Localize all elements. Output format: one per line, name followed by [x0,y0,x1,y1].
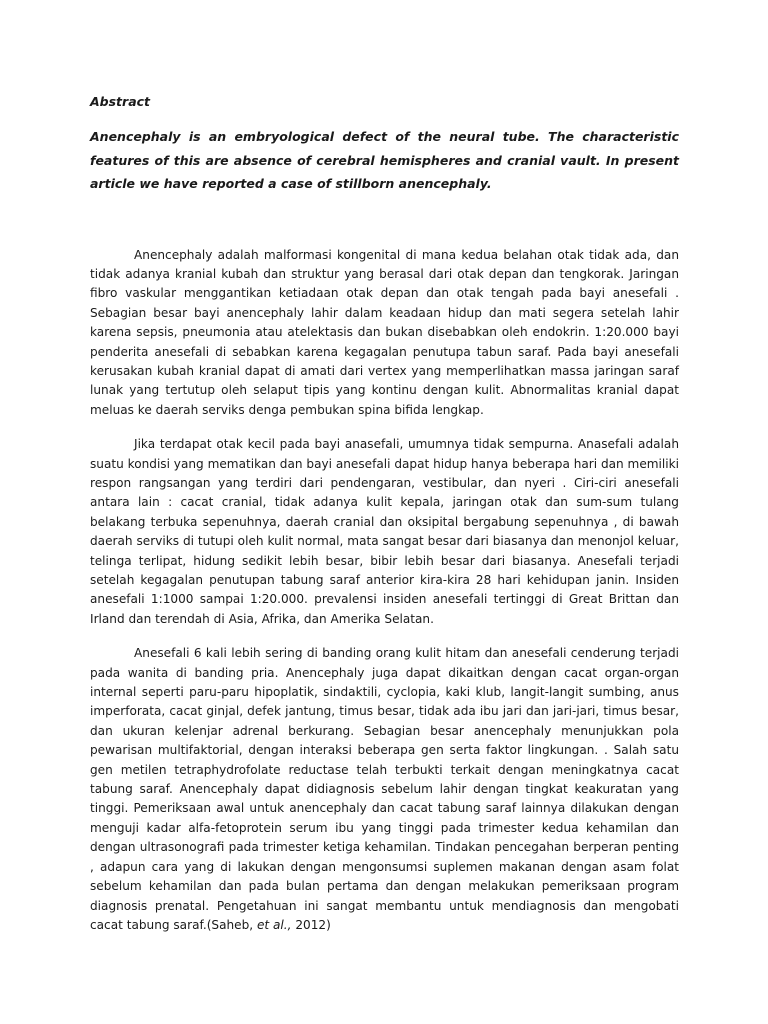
abstract-text: Anencephaly is an embryological defect of the neural tube. The characteristic features of this are absence of cerebral hemispheres and cranial vault. In present article we have reported a case of stillborn anencephaly. [90,129,679,191]
citation-close: 2012) [291,917,331,932]
citation-etal: et al., [256,917,292,932]
citation-open: (Saheb, [206,917,257,932]
paragraph-3-text: Anesefali 6 kali lebih sering di banding orang kulit hitam dan anesefali cenderung terjadi pada wanita di banding pria. Anencephaly juga dapat dikaitkan dengan cacat organ-organ internal seperti paru-paru hipoplatik, sindaktili, cyclopia, kaki klub, langit-langit sumbing, anus imperforata, cacat ginjal, defek jantung, timus besar, tidak ada ibu jari dan jari-jari, timus besar, dan ukuran kelenjar adrenal berkurang. Sebagian besar anencephaly menunjukkan pola pewarisan multifaktorial, dengan interaksi beberapa gen serta faktor lingkungan. . Salah satu gen metilen tetraphydrofolate reductase telah terbukti terkait dengan meningkatnya cacat tabung saraf. Anencephaly dapat didiagnosis sebelum lahir dengan tingkat keakuratan yang tinggi. Pemeriksaan awal untuk anencephaly dan cacat tabung saraf lainnya dilakukan dengan menguji kadar alfa-fetoprotein serum ibu yang tinggi pada trimester kedua kehamilan dan dengan ultrasonografi pada trimester ketiga kehamilan. Tindakan pencegahan berperan penting , adapun cara yang di lakukan dengan mengonsumsi suplemen makanan dengan asam folat sebelum kehamilan dan pada bulan pertama dan dengan melakukan pemeriksaan program diagnosis prenatal. Pengetahuan ini sangat membantu untuk mendiagnosis dan mengobati cacat tabung saraf. [90,646,679,932]
abstract-heading: Abstract [90,94,151,109]
paragraph-3 [90,644,679,935]
paragraph-2: Jika terdapat otak kecil pada bayi anasefali, umumnya tidak sempurna. Anasefali adalah suatu kondisi yang mematikan dan bayi anesefali dapat hidup hanya beberapa hari dan memiliki respon rangsangan yang terdiri dari pendengaran, vestibular, dan nyeri . Ciri-ciri anesefali antara lain : cacat cranial, tidak adanya kulit kepala, jaringan otak dan sum-sum tulang belakang terbuka sepenuhnya, daerah cranial dan oksipital bergabung sepenuhnya , di bawah daerah serviks di tutupi oleh kulit normal, mata sangat besar dari biasanya dan menonjol keluar, telinga terlipat, hidung sedikit lebih besar, bibir lebih besar dari biasanya. Anesefali terjadi setelah kegagalan penutupan tabung saraf anterior kira-kira 28 hari kehidupan janin. Insiden anesefali 1:1000 sampai 1:20.000. prevalensi insiden anesefali tertinggi di Great Brittan dan Irland dan terendah di Asia, Afrika, dan Amerika Selatan. [90,437,679,626]
document-page [90,92,679,935]
document-body [90,246,679,936]
paragraph-1: Anencephaly adalah malformasi kongenital di mana kedua belahan otak tidak ada, dan tidak adanya kranial kubah dan struktur yang berasal dari otak depan dan tengkorak. Jaringan fibro vaskular menggantikan ketiadaan otak depan dan otak tengah pada bayi anesefali . Sebagian besar bayi anencephaly lahir dalam keadaan hidup dan mati segera setelah lahir karena sepsis, pneumonia atau atelektasis dan bukan disebabkan oleh endokrin. 1:20.000 bayi penderita anesefali di sebabkan karena kegagalan penutupa tabun saraf. Pada bayi anesefali kerusakan kubah kranial dapat di amati dari vertex yang memperlihatkan massa jaringan saraf lunak yang tertutup oleh selaput tipis yang kontinu dengan kulit. Abnormalitas kranial dapat meluas ke daerah serviks denga pembukan spina bifida lengkap. [90,247,679,417]
